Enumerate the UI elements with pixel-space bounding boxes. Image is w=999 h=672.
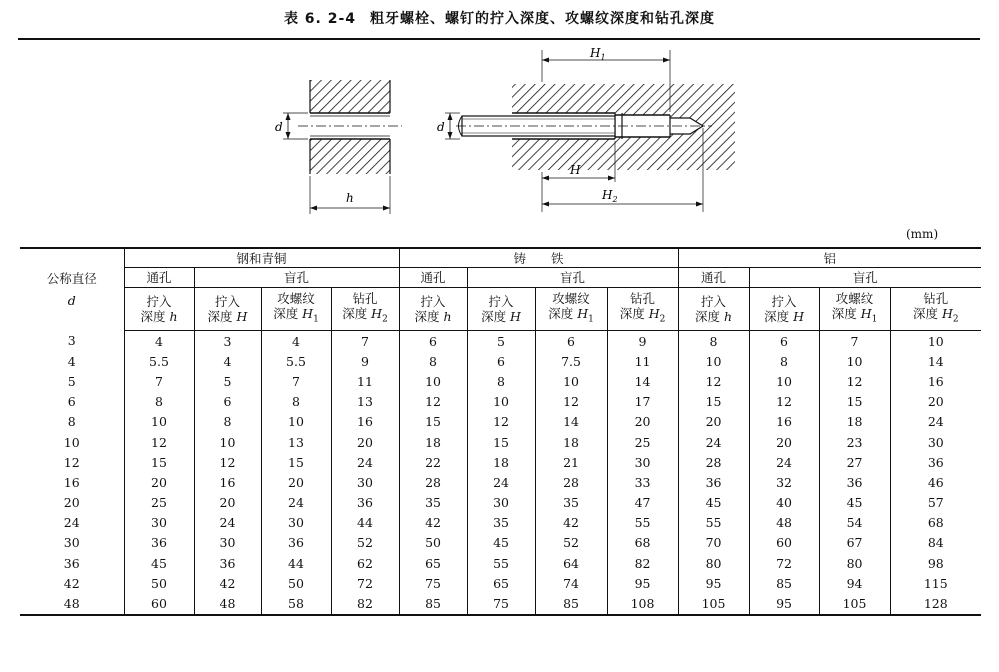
depth-cell: 60 (124, 593, 194, 614)
tap-depth-header: 攻螺纹 深度 $H_1$ (819, 288, 890, 331)
depth-cell: 65 (467, 573, 535, 593)
left-d-label: d (275, 120, 283, 134)
table-row (20, 351, 981, 371)
diameter-cell: 10 (63, 434, 80, 450)
depth-cell: 74 (535, 573, 607, 593)
depth-cell: 15 (124, 452, 194, 472)
depth-cell: 6 (535, 331, 607, 352)
depth-cell: 10 (467, 392, 535, 412)
depth-cell: 20 (678, 412, 749, 432)
material-cast-iron-header: 铸 铁 (399, 248, 678, 268)
depth-cell: 44 (261, 553, 331, 573)
depth-cell: 42 (399, 513, 467, 533)
depth-cell: 24 (678, 432, 749, 452)
screw-in-depth-header: 拧入 深度 H (194, 288, 261, 331)
table-row (20, 493, 981, 513)
drill-depth-header: 钻孔 深度 $H_2$ (607, 288, 678, 331)
depth-cell: 42 (194, 573, 261, 593)
diameter-cell: 30 (63, 535, 80, 551)
depth-cell: 8 (261, 392, 331, 412)
depth-cell: 12 (194, 452, 261, 472)
table-row (20, 432, 981, 452)
h2-label: $H_2$ (602, 188, 618, 204)
depth-cell: 6 (467, 351, 535, 371)
depth-cell: 94 (819, 573, 890, 593)
blind-hole-header: 盲孔 (467, 268, 678, 288)
depth-cell: 5 (467, 331, 535, 352)
diameter-cell: 20 (63, 495, 80, 511)
depth-cell: 55 (678, 513, 749, 533)
table-row (20, 371, 981, 391)
depth-cell: 10 (678, 351, 749, 371)
depth-cell: 75 (399, 573, 467, 593)
depth-cell: 15 (678, 392, 749, 412)
diameter-cell: 16 (63, 474, 80, 490)
depth-cell: 23 (819, 432, 890, 452)
depth-cell: 54 (819, 513, 890, 533)
screw-in-depth-header: 拧入 深度 H (749, 288, 819, 331)
depth-cell: 28 (678, 452, 749, 472)
diameter-cell: 42 (63, 575, 80, 591)
depth-cell: 20 (194, 493, 261, 513)
depth-cell: 4 (194, 351, 261, 371)
table-number: 表 6. 2-4 (283, 11, 357, 27)
table-title (0, 8, 999, 28)
depth-cell: 98 (890, 553, 981, 573)
depth-cell: 15 (399, 412, 467, 432)
diameter-cell: 24 (63, 515, 80, 531)
depth-cell: 30 (194, 533, 261, 553)
depth-cell: 10 (819, 351, 890, 371)
depth-cell: 24 (749, 452, 819, 472)
depth-cell: 35 (467, 513, 535, 533)
depth-cell: 12 (535, 392, 607, 412)
depth-cell: 36 (890, 452, 981, 472)
depth-cell: 15 (261, 452, 331, 472)
depth-cell: 45 (819, 493, 890, 513)
depth-cell: 28 (399, 472, 467, 492)
depth-cell: 12 (819, 371, 890, 391)
depth-cell: 45 (678, 493, 749, 513)
through-depth-header: 拧入 深度 h (124, 288, 194, 331)
through-hole-header: 通孔 (124, 268, 194, 288)
depth-cell: 48 (749, 513, 819, 533)
diameter-cell: 5 (67, 373, 76, 389)
depth-cell: 20 (607, 412, 678, 432)
depth-cell: 7 (261, 371, 331, 391)
depth-cell: 65 (399, 553, 467, 573)
left-h-label: h (346, 191, 354, 205)
depth-cell: 22 (399, 452, 467, 472)
title-rule (18, 38, 980, 40)
depth-cell: 10 (124, 412, 194, 432)
depth-cell: 33 (607, 472, 678, 492)
depth-cell: 24 (467, 472, 535, 492)
diameter-cell: 36 (63, 555, 80, 571)
table-row (20, 593, 981, 614)
diameter-cell: 4 (67, 353, 76, 369)
blind-hole-figure (437, 46, 735, 212)
depth-cell: 28 (535, 472, 607, 492)
depth-cell: 25 (124, 493, 194, 513)
depth-cell: 45 (124, 553, 194, 573)
depth-cell: 105 (819, 593, 890, 614)
depth-cell: 24 (261, 493, 331, 513)
depth-cell: 10 (261, 412, 331, 432)
depth-cell: 30 (890, 432, 981, 452)
depth-cell: 95 (749, 593, 819, 614)
depth-cell: 8 (749, 351, 819, 371)
diameter-cell: 12 (63, 454, 80, 470)
depth-cell: 3 (194, 331, 261, 352)
depth-cell: 35 (535, 493, 607, 513)
depth-cell: 17 (607, 392, 678, 412)
depth-cell: 5 (194, 371, 261, 391)
depth-cell: 20 (749, 432, 819, 452)
table-row (20, 392, 981, 412)
through-hole-header: 通孔 (399, 268, 467, 288)
depth-cell: 15 (467, 432, 535, 452)
depth-cell: 18 (535, 432, 607, 452)
depth-cell: 10 (890, 331, 981, 352)
depth-cell: 12 (124, 432, 194, 452)
depth-cell: 16 (194, 472, 261, 492)
depth-cell: 80 (819, 553, 890, 573)
depth-cell: 105 (678, 593, 749, 614)
depth-cell: 72 (749, 553, 819, 573)
depth-cell: 12 (749, 392, 819, 412)
h1-label: $H_1$ (590, 46, 606, 62)
depth-cell: 84 (890, 533, 981, 553)
depth-cell: 8 (399, 351, 467, 371)
depth-cell: 36 (819, 472, 890, 492)
depth-cell: 80 (678, 553, 749, 573)
depth-cell: 7.5 (535, 351, 607, 371)
depth-cell: 68 (890, 513, 981, 533)
depth-cell: 52 (331, 533, 399, 553)
depth-cell: 20 (331, 432, 399, 452)
depth-cell: 8 (124, 392, 194, 412)
depth-cell: 10 (535, 371, 607, 391)
depth-cell: 6 (399, 331, 467, 352)
depth-cell: 7 (124, 371, 194, 391)
depth-cell: 16 (749, 412, 819, 432)
depth-cell: 18 (819, 412, 890, 432)
depth-cell: 85 (399, 593, 467, 614)
table-row (20, 513, 981, 533)
table-row (20, 553, 981, 573)
material-aluminum-header: 铝 (678, 248, 981, 268)
depth-cell: 30 (124, 513, 194, 533)
depth-cell: 10 (194, 432, 261, 452)
table-row (20, 533, 981, 553)
depth-cell: 13 (331, 392, 399, 412)
table-row (20, 331, 981, 352)
depth-cell: 36 (261, 533, 331, 553)
depth-cell: 52 (535, 533, 607, 553)
depth-cell: 16 (331, 412, 399, 432)
depth-cell: 11 (331, 371, 399, 391)
depth-cell: 67 (819, 533, 890, 553)
drill-depth-header: 钻孔 深度 $H_2$ (331, 288, 399, 331)
through-depth-header: 拧入 深度 h (678, 288, 749, 331)
depth-cell: 6 (749, 331, 819, 352)
depth-cell: 36 (678, 472, 749, 492)
depth-cell: 30 (331, 472, 399, 492)
depth-cell: 45 (467, 533, 535, 553)
depth-cell: 12 (467, 412, 535, 432)
depth-cell: 24 (194, 513, 261, 533)
depth-cell: 50 (124, 573, 194, 593)
diameter-cell: 3 (67, 333, 76, 349)
depth-cell: 64 (535, 553, 607, 573)
through-hole-figure (275, 80, 402, 214)
thread-depth-diagram (250, 42, 750, 222)
depth-cell: 42 (535, 513, 607, 533)
depth-cell: 30 (607, 452, 678, 472)
depth-cell: 75 (467, 593, 535, 614)
tap-depth-header: 攻螺纹 深度 $H_1$ (261, 288, 331, 331)
depth-cell: 72 (331, 573, 399, 593)
depth-cell: 24 (890, 412, 981, 432)
depth-cell: 6 (194, 392, 261, 412)
depth-cell: 5.5 (261, 351, 331, 371)
depth-cell: 40 (749, 493, 819, 513)
blind-hole-header: 盲孔 (749, 268, 981, 288)
depth-cell: 27 (819, 452, 890, 472)
drill-depth-header: 钻孔 深度 $H_2$ (890, 288, 981, 331)
depth-cell: 14 (535, 412, 607, 432)
depth-cell: 20 (261, 472, 331, 492)
depth-cell: 20 (890, 392, 981, 412)
depth-cell: 36 (331, 493, 399, 513)
depth-cell: 35 (399, 493, 467, 513)
depth-cell: 55 (607, 513, 678, 533)
depth-cell: 50 (399, 533, 467, 553)
depth-cell: 95 (678, 573, 749, 593)
depth-cell: 85 (535, 593, 607, 614)
depth-cell: 12 (399, 392, 467, 412)
depth-cell: 5.5 (124, 351, 194, 371)
depth-cell: 14 (890, 351, 981, 371)
depth-cell: 30 (261, 513, 331, 533)
table-title-text: 粗牙螺栓、螺钉的拧入深度、攻螺纹深度和钻孔深度 (370, 11, 716, 27)
through-depth-header: 拧入 深度 h (399, 288, 467, 331)
depth-cell: 9 (607, 331, 678, 352)
depth-cell: 8 (678, 331, 749, 352)
depth-cell: 24 (331, 452, 399, 472)
depth-cell: 82 (607, 553, 678, 573)
nominal-diameter-header: 公称直径 d (20, 248, 124, 331)
depth-cell: 62 (331, 553, 399, 573)
depth-cell: 82 (331, 593, 399, 614)
depth-cell: 10 (749, 371, 819, 391)
depth-cell: 48 (194, 593, 261, 614)
depth-cell: 115 (890, 573, 981, 593)
depth-cell: 95 (607, 573, 678, 593)
depth-cell: 25 (607, 432, 678, 452)
screw-in-depth-header: 拧入 深度 H (467, 288, 535, 331)
unit-label: (mm) (906, 227, 939, 241)
depth-cell: 108 (607, 593, 678, 614)
depth-cell: 7 (331, 331, 399, 352)
table-row (20, 412, 981, 432)
table-row (20, 452, 981, 472)
depth-cell: 36 (124, 533, 194, 553)
depth-cell: 32 (749, 472, 819, 492)
h-label: H (570, 163, 581, 177)
depth-cell: 68 (607, 533, 678, 553)
depth-table (20, 247, 981, 616)
depth-cell: 14 (607, 371, 678, 391)
depth-cell: 58 (261, 593, 331, 614)
depth-cell: 4 (124, 331, 194, 352)
depth-cell: 18 (399, 432, 467, 452)
depth-cell: 10 (399, 371, 467, 391)
table-row (20, 573, 981, 593)
depth-cell: 7 (819, 331, 890, 352)
depth-cell: 20 (124, 472, 194, 492)
depth-cell: 18 (467, 452, 535, 472)
depth-cell: 15 (819, 392, 890, 412)
depth-cell: 70 (678, 533, 749, 553)
depth-cell: 13 (261, 432, 331, 452)
depth-cell: 60 (749, 533, 819, 553)
depth-cell: 55 (467, 553, 535, 573)
depth-cell: 46 (890, 472, 981, 492)
depth-cell: 11 (607, 351, 678, 371)
depth-cell: 44 (331, 513, 399, 533)
tap-depth-header: 攻螺纹 深度 $H_1$ (535, 288, 607, 331)
depth-cell: 30 (467, 493, 535, 513)
depth-cell: 50 (261, 573, 331, 593)
depth-cell: 8 (194, 412, 261, 432)
depth-cell: 36 (194, 553, 261, 573)
right-d-label: d (437, 120, 445, 134)
depth-cell: 16 (890, 371, 981, 391)
material-steel-header: 钢和青铜 (124, 248, 399, 268)
table-row (20, 472, 981, 492)
depth-cell: 47 (607, 493, 678, 513)
depth-cell: 85 (749, 573, 819, 593)
depth-cell: 128 (890, 593, 981, 614)
diameter-cell: 6 (67, 394, 76, 410)
blind-hole-header: 盲孔 (194, 268, 399, 288)
depth-cell: 21 (535, 452, 607, 472)
depth-cell: 9 (331, 351, 399, 371)
through-hole-header: 通孔 (678, 268, 749, 288)
depth-cell: 4 (261, 331, 331, 352)
diameter-cell: 8 (67, 414, 76, 430)
depth-cell: 12 (678, 371, 749, 391)
diameter-cell: 48 (20, 593, 124, 614)
depth-cell: 57 (890, 493, 981, 513)
depth-cell: 8 (467, 371, 535, 391)
